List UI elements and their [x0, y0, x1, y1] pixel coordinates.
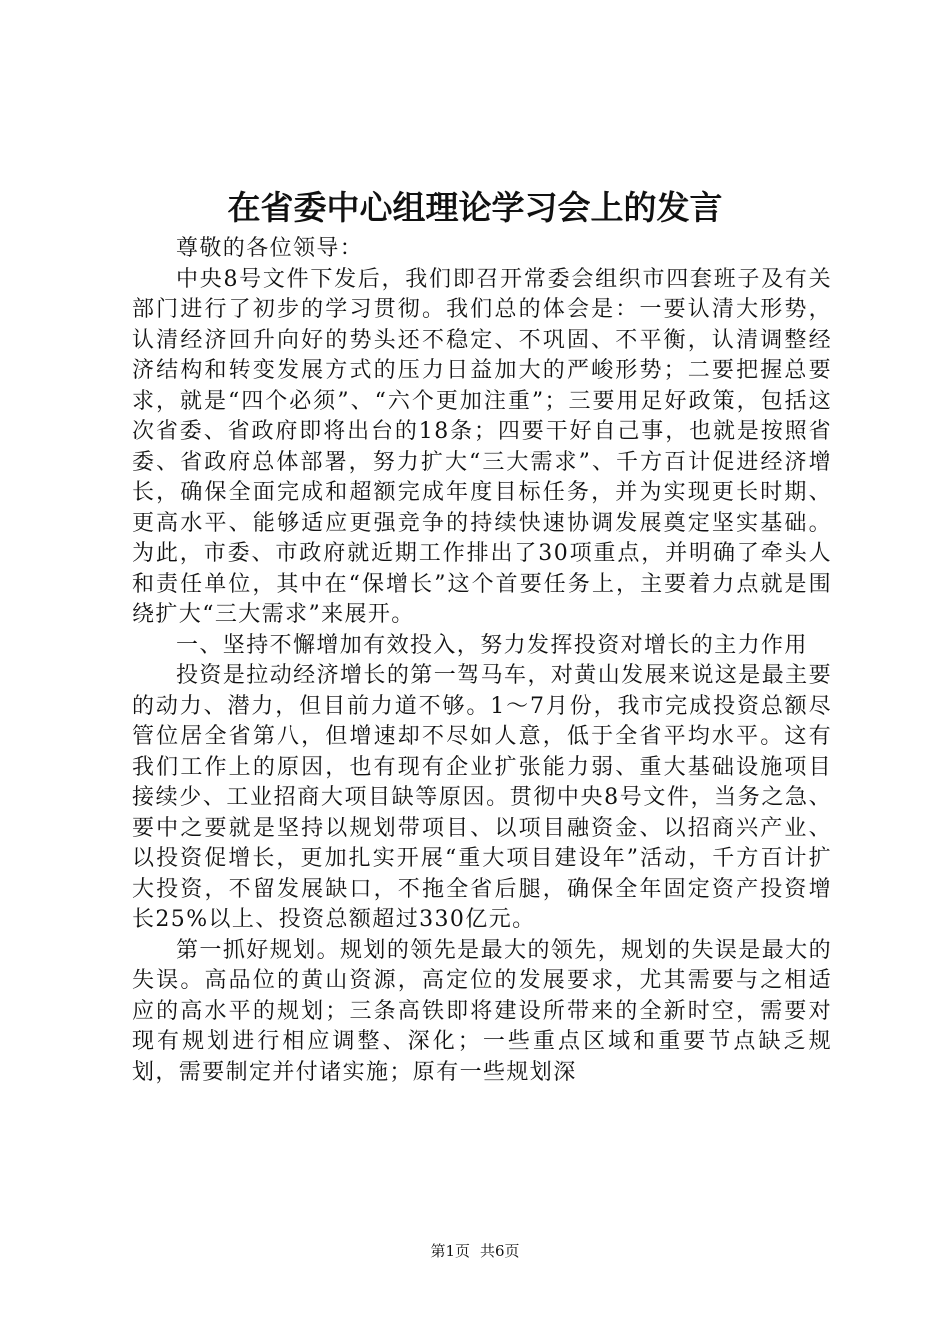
- page-number: 第1页: [430, 1242, 470, 1260]
- investment-paragraph: 投资是拉动经济增长的第一驾马车，对黄山发展来说这是最主要的动力、潜力，但目前力道不够。1～7月份，我市完成投资总额尽管位居全省第八，但增速却不尽如人意，低于全省平均水平。这有我们工作上的原因，也有现有企业扩张能力弱、重大基础设施项目接续少、工业招商大项目缺等原因。贯彻中央8号文件，当务之急、要中之要就是坚持以规划带项目、以项目融资金、以招商兴产业、以投资促增长，更加扎实开展“重大项目建设年”活动，千方百计扩大投资，不留发展缺口，不拖全省后腿，确保全年固定资产投资增长25%以上、投资总额超过330亿元。: [132, 663, 832, 932]
- salutation-paragraph: 尊敬的各位领导：: [176, 236, 364, 261]
- planning-paragraph: 第一抓好规划。规划的领先是最大的领先，规划的失误是最大的失误。高品位的黄山资源，高定位的发展要求，尤其需要与之相适应的高水平的规划；三条高铁即将建设所带来的全新时空，需要对现有规划进行相应调整、深化；一些重点区域和重要节点缺乏规划，需要制定并付诸实施；原有一些规划深: [132, 937, 832, 1085]
- document-body: [132, 234, 832, 1088]
- page-footer: [0, 1241, 950, 1261]
- document-title: 在省委中心组理论学习会上的发言: [227, 188, 723, 227]
- page-total: 共6页: [480, 1242, 520, 1260]
- intro-paragraph: 中央8号文件下发后，我们即召开常委会组织市四套班子及有关部门进行了初步的学习贯彻。我们总的体会是：一要认清大形势，认清经济回升向好的势头还不稳定、不巩固、不平衡，认清调整经济结构和转变发展方式的压力日益加大的严峻形势；二要把握总要求，就是“四个必须”、“六个更加注重”；三要用足好政策，包括这次省委、省政府即将出台的18条；四要干好自己事，也就是按照省委、省政府总体部署，努力扩大“三大需求”、千方百计促进经济增长，确保全面完成和超额完成年度目标任务，并为实现更长时期、更高水平、能够适应更强竞争的持续快速协调发展奠定坚实基础。为此，市委、市政府就近期工作排出了30项重点，并明确了牵头人和责任单位，其中在“保增长”这个首要任务上，主要着力点就是围绕扩大“三大需求”来展开。: [132, 266, 832, 627]
- section-heading-1: 一、坚持不懈增加有效投入，努力发挥投资对增长的主力作用: [176, 632, 808, 658]
